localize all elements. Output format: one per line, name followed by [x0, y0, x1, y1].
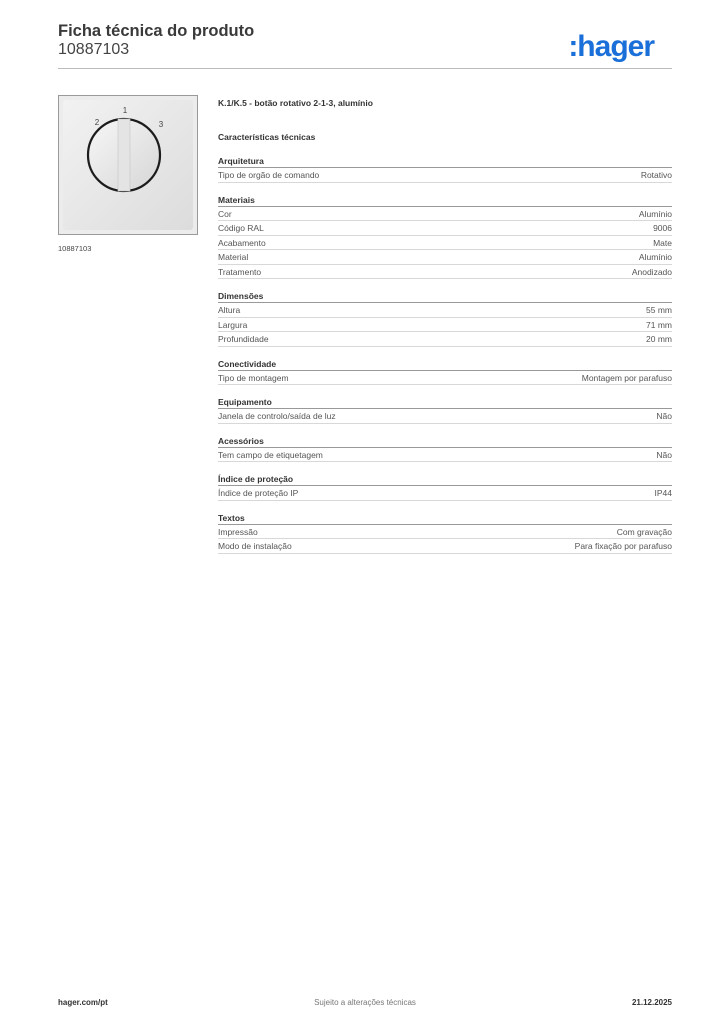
spec-row [218, 168, 672, 183]
spec-section [218, 358, 672, 386]
spec-value: Não [656, 411, 672, 421]
spec-label: Profundidade [218, 334, 269, 344]
spec-row [218, 236, 672, 251]
dial-label-3: 3 [158, 120, 164, 129]
spec-row [218, 371, 672, 386]
dial-label-2: 2 [94, 118, 100, 127]
image-caption: 10887103 [58, 244, 92, 253]
spec-value: 20 mm [646, 334, 672, 344]
spec-row [218, 207, 672, 222]
spec-label: Tipo de orgão de comando [218, 170, 320, 180]
spec-value: 55 mm [646, 305, 672, 315]
spec-value: Rotativo [640, 170, 672, 180]
spec-section [218, 396, 672, 424]
spec-row [218, 539, 672, 554]
spec-value: 9006 [653, 223, 672, 233]
spec-label: Impressão [218, 526, 258, 537]
product-image [58, 95, 198, 235]
spec-section [218, 155, 672, 183]
section-title: Equipamento [218, 396, 672, 409]
spec-row [218, 318, 672, 333]
spec-label: Acabamento [218, 237, 266, 248]
spec-section [218, 290, 672, 347]
spec-row [218, 448, 672, 463]
section-title: Materiais [218, 194, 672, 207]
spec-label: Material [218, 252, 249, 262]
spec-label: Tratamento [218, 266, 262, 277]
section-title: Índice de proteção [218, 473, 672, 486]
spec-row [218, 525, 672, 540]
spec-label: Tem campo de etiquetagem [218, 449, 323, 460]
spec-value: Não [656, 449, 672, 460]
spec-label: Índice de proteção IP [218, 488, 299, 498]
footer-notice: Sujeito a alterações técnicas [314, 998, 416, 1007]
document-title: Ficha técnica do produto [58, 22, 255, 40]
spec-value: 71 mm [646, 319, 672, 330]
spec-value: Alumínio [638, 208, 672, 219]
section-title: Dimensões [218, 290, 672, 303]
section-title: Textos [218, 512, 672, 525]
spec-row [218, 221, 672, 236]
header-divider [58, 68, 672, 69]
spec-section [218, 473, 672, 501]
spec-label: Janela de controlo/saída de luz [218, 411, 336, 421]
spec-value: Anodizado [631, 266, 672, 277]
spec-value: IP44 [654, 488, 672, 498]
page-header [58, 20, 672, 68]
spec-content [218, 96, 672, 554]
product-name: K.1/K.5 - botão rotativo 2-1-3, alumínio [218, 98, 373, 108]
section-title: Acessórios [218, 435, 672, 448]
spec-row [218, 409, 672, 424]
spec-value: Mate [653, 237, 672, 248]
spec-heading: Características técnicas [218, 132, 316, 142]
spec-row [218, 486, 672, 501]
spec-section [218, 435, 672, 463]
spec-row [218, 303, 672, 318]
rotary-button-icon [59, 96, 197, 234]
spec-label: Largura [218, 319, 248, 330]
spec-label: Cor [218, 208, 232, 219]
product-number: 10887103 [58, 41, 130, 58]
spec-value: Para fixação por parafuso [574, 541, 672, 551]
section-title: Conectividade [218, 358, 672, 371]
spec-value: Montagem por parafuso [581, 372, 672, 383]
dial-label-1: 1 [122, 106, 128, 115]
spec-row [218, 250, 672, 265]
spec-row [218, 265, 672, 280]
hager-logo: :hager [568, 30, 654, 63]
spec-label: Altura [218, 305, 241, 315]
spec-section [218, 194, 672, 280]
footer-website: hager.com/pt [58, 998, 108, 1007]
spec-value: Alumínio [638, 252, 672, 262]
spec-sections [218, 155, 672, 554]
footer-date: 21.12.2025 [631, 998, 672, 1007]
section-title: Arquitetura [218, 155, 672, 168]
spec-value: Com gravação [616, 526, 672, 537]
spec-label: Código RAL [218, 223, 264, 233]
spec-row [218, 332, 672, 347]
spec-section [218, 512, 672, 554]
spec-label: Tipo de montagem [218, 372, 289, 383]
spec-label: Modo de instalação [218, 541, 292, 551]
